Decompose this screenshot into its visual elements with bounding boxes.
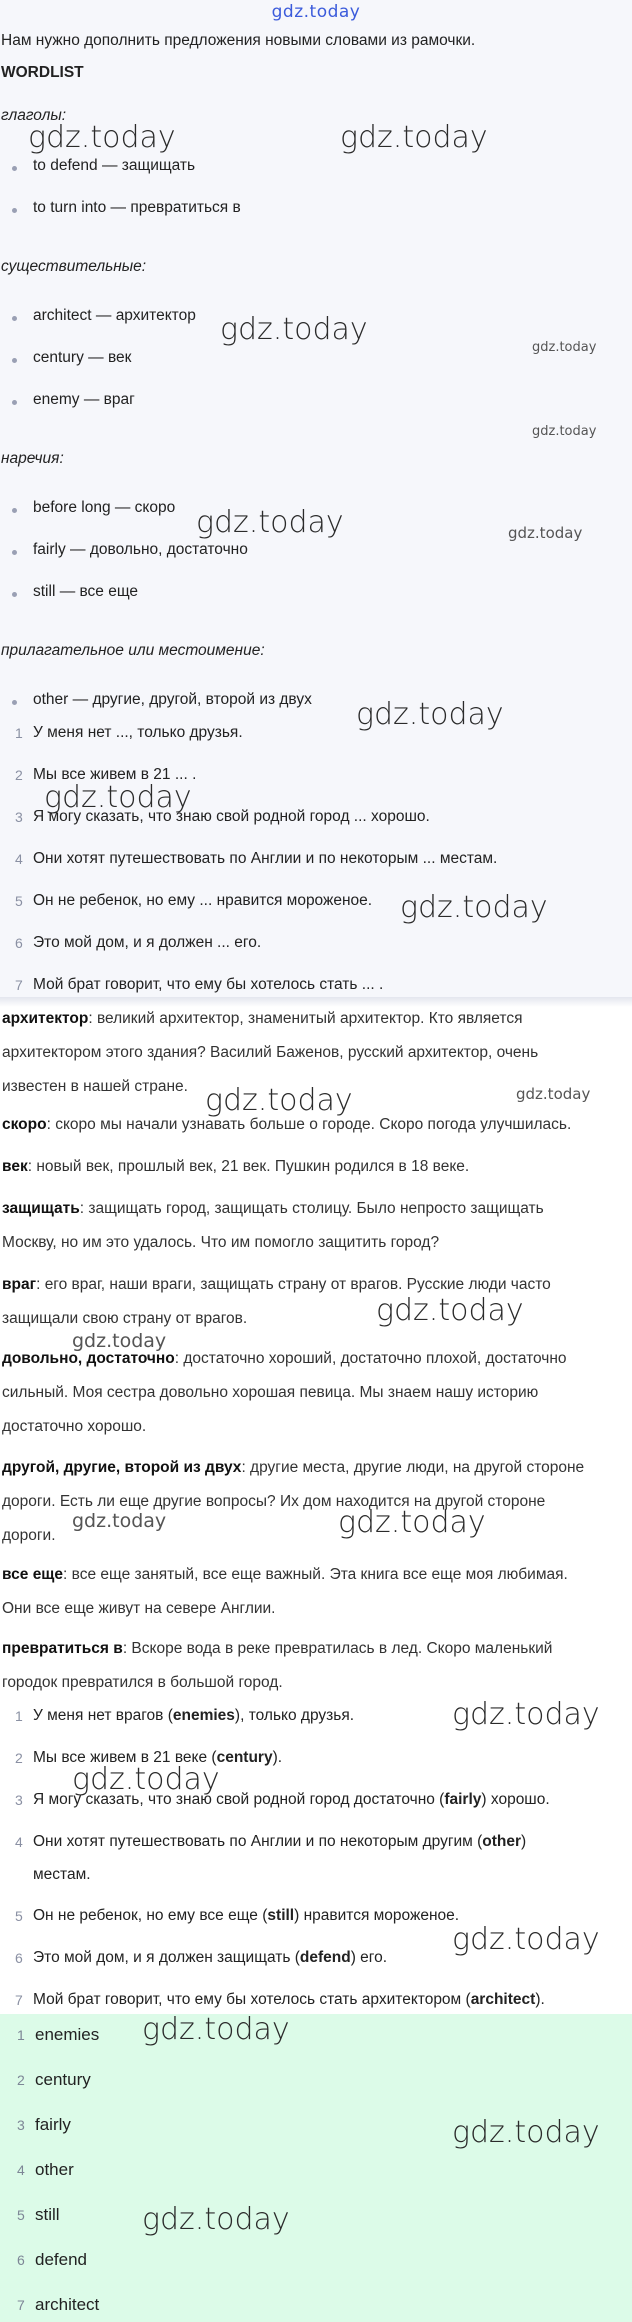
example-term: век (2, 1158, 28, 1175)
sentence-part: Они хотят путешествовать по Англии и по некоторым другим ( (33, 1833, 483, 1850)
answer-word: defend (299, 1949, 351, 1966)
example-paragraph (2, 1451, 612, 1553)
example-line: городок превратился в большой город. (2, 1674, 283, 1691)
answer-item: other (35, 2160, 74, 2179)
watermark: gdz.today (532, 424, 597, 439)
bullet-icon (12, 166, 17, 171)
example-line: превратиться в: Вскоре вода в реке превратилась в лед. Скоро маленький (2, 1640, 553, 1657)
bullet-icon (12, 400, 17, 405)
sentence-number: 4 (15, 1834, 23, 1850)
answer-section (0, 2014, 632, 2322)
task-sentence: Это мой дом, и я должен ... его. (33, 934, 262, 951)
sentence-part: Он не ребенок, но ему все еще ( (33, 1907, 268, 1924)
sentence-part: Мой брат говорит, что ему бы хотелось стать архитектором ( (33, 1991, 471, 2008)
watermark: gdz.today (72, 1330, 167, 1352)
group-heading-adverbs: наречия: (1, 450, 64, 467)
example-line: все еще: все еще занятый, все еще важный. Эта книга все еще моя любимая. (2, 1566, 568, 1583)
group-heading-nouns: существительные: (1, 258, 147, 275)
watermark: gdz.today (452, 1922, 600, 1957)
sentence-part: ) его. (350, 1949, 388, 1966)
example-term: все еще (2, 1566, 64, 1583)
sentence-number: 6 (15, 935, 23, 951)
sentence-number: 5 (15, 893, 23, 909)
filled-sentence (33, 1833, 526, 1851)
bullet-icon (12, 208, 17, 213)
answer-item: defend (35, 2250, 87, 2269)
word-item: to turn into — превратиться в (33, 199, 241, 216)
word-item: to defend — защищать (33, 157, 196, 174)
answer-word: architect (470, 1991, 536, 2008)
watermark: gdz.today (356, 697, 504, 732)
example-term: превратиться в (2, 1640, 123, 1657)
answer-word: other (482, 1833, 522, 1850)
answer-number: 7 (17, 2297, 25, 2313)
example-line: другой, другие, второй из двух: другие места, другие люди, на другой стороне (2, 1459, 585, 1476)
sentence-part: ) (521, 1833, 527, 1850)
sentence-number: 7 (15, 977, 23, 993)
watermark: gdz.today (452, 2115, 600, 2150)
example-line: дороги. (2, 1527, 56, 1544)
answer-number: 1 (17, 2027, 25, 2043)
answer-word: century (216, 1749, 273, 1766)
watermark: gdz.today (72, 1762, 220, 1797)
sentence-part: Я могу сказать, что знаю свой родной город достаточно ( (33, 1791, 445, 1808)
example-paragraph (2, 1268, 612, 1336)
sentence-number: 2 (15, 1750, 23, 1766)
word-item: century — век (33, 349, 132, 366)
sentence-part: Мы все живем в 21 веке ( (33, 1749, 217, 1766)
watermark: gdz.today (516, 1085, 591, 1103)
watermark: gdz.today (142, 2012, 290, 2047)
site-logo[interactable]: gdz.today (271, 2, 361, 22)
filled-sentence (33, 1749, 282, 1767)
example-term: архитектор (2, 1010, 89, 1027)
example-line: скоро: скоро мы начали узнавать больше о городе. Скоро погода улучшилась. (2, 1116, 572, 1133)
sentence-number: 5 (15, 1908, 23, 1924)
task-sentence: Мой брат говорит, что ему бы хотелось стать ... . (33, 976, 384, 993)
sentence-number: 6 (15, 1950, 23, 1966)
example-line: защищать: защищать город, защищать столицу. Было непросто защищать (2, 1200, 544, 1217)
sentence-number: 3 (15, 1792, 23, 1808)
example-term: защищать (2, 1200, 80, 1217)
task-sentence: Я могу сказать, что знаю свой родной город ... хорошо. (33, 808, 430, 825)
word-item: enemy — враг (33, 391, 135, 408)
answer-item: enemies (35, 2025, 100, 2044)
group-heading-verbs: глаголы: (1, 107, 67, 124)
example-term: враг (2, 1276, 37, 1293)
bullet-icon (12, 316, 17, 321)
watermark: gdz.today (142, 2202, 290, 2237)
word-item: fairly — довольно, достаточно (33, 541, 248, 558)
filled-sentence (33, 1907, 459, 1925)
watermark: gdz.today (376, 1293, 524, 1328)
watermark: gdz.today (532, 340, 597, 355)
bullet-icon (12, 358, 17, 363)
answer-word: enemies (172, 1707, 235, 1724)
example-term: другой, другие, второй из двух (2, 1459, 242, 1476)
example-term: скоро (2, 1116, 47, 1133)
filled-sentence-continuation: местам. (33, 1866, 91, 1883)
task-sentence: Мы все живем в 21 ... . (33, 766, 197, 783)
example-line: защищали свою страну от врагов. (2, 1310, 248, 1327)
example-paragraph (2, 1108, 612, 1142)
example-paragraph (2, 1558, 612, 1626)
bullet-icon (12, 592, 17, 597)
watermark: gdz.today (196, 505, 344, 540)
answer-item: architect (35, 2295, 100, 2314)
example-paragraph (2, 1632, 612, 1700)
task-sentence: У меня нет ..., только друзья. (33, 724, 243, 741)
watermark: gdz.today (338, 1505, 486, 1540)
word-item: still — все еще (33, 583, 139, 600)
example-line: известен в нашей стране. (2, 1078, 188, 1095)
example-paragraph (2, 1150, 612, 1184)
task-sentence: Он не ребенок, но ему ... нравится мороженое. (33, 892, 373, 909)
wordlist-heading: WORDLIST (1, 64, 84, 81)
answer-number: 4 (17, 2162, 25, 2178)
bullet-icon (12, 700, 17, 705)
answer-number: 3 (17, 2117, 25, 2133)
sentence-part: У меня нет врагов ( (33, 1707, 173, 1724)
watermark: gdz.today (452, 1697, 600, 1732)
sentence-number: 3 (15, 809, 23, 825)
example-line: архитектором этого здания? Василий Баженов, русский архитектор, очень (2, 1044, 539, 1061)
sentence-number: 2 (15, 767, 23, 783)
answer-number: 5 (17, 2207, 25, 2223)
answer-item: fairly (35, 2115, 71, 2134)
example-line: век: новый век, прошлый век, 21 век. Пушкин родился в 18 веке. (2, 1158, 470, 1175)
bullet-icon (12, 508, 17, 513)
sentence-part: Это мой дом, и я должен защищать ( (33, 1949, 300, 1966)
example-line: достаточно хорошо. (2, 1418, 147, 1435)
sentence-part: ), только друзья. (234, 1707, 355, 1724)
group-heading-adjective-pronoun: прилагательное или местоимение: (1, 642, 265, 659)
example-line: сильный. Моя сестра довольно хорошая певица. Мы знаем нашу историю (2, 1384, 539, 1401)
bullet-icon (12, 550, 17, 555)
filled-sentence (33, 1991, 545, 2009)
watermark: gdz.today (28, 120, 176, 155)
filled-sentence (33, 1791, 550, 1809)
answer-item: still (35, 2205, 60, 2224)
answer-number: 6 (17, 2252, 25, 2268)
sentence-part: ). (272, 1749, 283, 1766)
answer-item: century (35, 2070, 91, 2089)
example-paragraph (2, 1002, 612, 1104)
watermark: gdz.today (508, 524, 583, 542)
example-line: дороги. Есть ли еще другие вопросы? Их дом находится на другой стороне (2, 1493, 546, 1510)
example-line: архитектор: великий архитектор, знаменитый архитектор. Кто является (2, 1010, 523, 1027)
watermark: gdz.today (400, 890, 548, 925)
sentence-number: 1 (15, 1708, 23, 1724)
watermark: gdz.today (340, 120, 488, 155)
filled-sentence (33, 1707, 354, 1725)
sentence-part: ). (535, 1991, 545, 2008)
watermark: gdz.today (72, 1510, 167, 1532)
sentence-part: ) нравится мороженое. (294, 1907, 460, 1924)
sentence-number: 4 (15, 851, 23, 867)
word-item: other — другие, другой, второй из двух (33, 691, 312, 708)
filled-sentence (33, 1949, 387, 1967)
answer-word: fairly (444, 1791, 482, 1808)
example-line: Они все еще живут на севере Англии. (2, 1600, 276, 1617)
answer-number: 2 (17, 2072, 25, 2088)
sentence-number: 1 (15, 725, 23, 741)
example-line: враг: его враг, наши враги, защищать страну от врагов. Русские люди часто (2, 1276, 551, 1293)
sentence-part: ) хорошо. (481, 1791, 550, 1808)
word-item: before long — скоро (33, 499, 176, 516)
intro-text: Нам нужно дополнить предложения новыми словами из рамочки. (1, 32, 476, 49)
answer-word: still (267, 1907, 295, 1924)
example-paragraph (2, 1342, 612, 1444)
sentence-number: 7 (15, 1992, 23, 2008)
word-item: architect — архитектор (33, 307, 196, 324)
example-term: довольно, достаточно (2, 1350, 175, 1367)
watermark: gdz.today (44, 780, 192, 815)
watermark: gdz.today (220, 312, 368, 347)
example-paragraph (2, 1192, 612, 1260)
watermark: gdz.today (205, 1083, 353, 1118)
task-sentence: Они хотят путешествовать по Англии и по некоторым ... местам. (33, 850, 498, 867)
example-line: Москву, но им это удалось. Что им помогло защитить город? (2, 1234, 440, 1251)
example-line: довольно, достаточно: достаточно хороший, достаточно плохой, достаточно (2, 1350, 567, 1367)
